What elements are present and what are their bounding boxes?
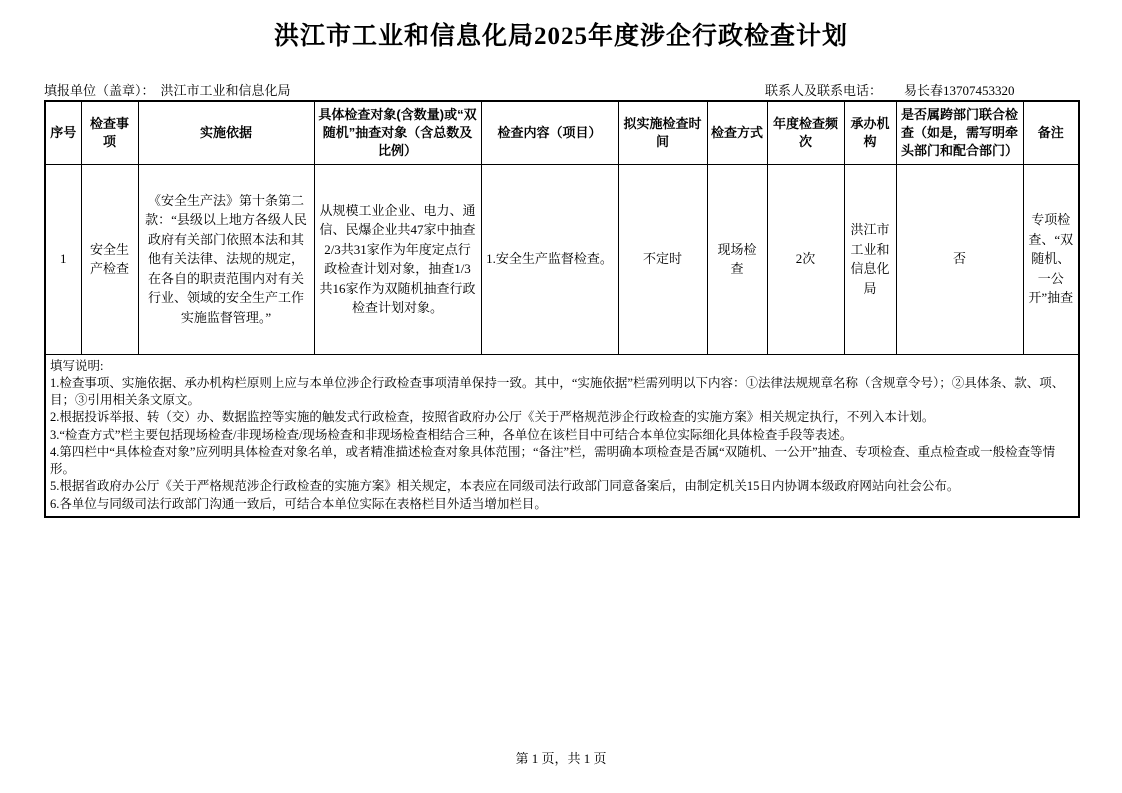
reporting-unit <box>44 80 291 99</box>
col-header-inspection-item: 检查事项 <box>81 101 138 164</box>
col-header-inspection-targets: 具体检查对象(含数量)或“双随机”抽查对象（含总数及比例） <box>314 101 481 164</box>
col-header-inspection-method: 检查方式 <box>707 101 767 164</box>
contact-value: 易长春13707453320 <box>904 83 1015 98</box>
col-header-remarks: 备注 <box>1023 101 1079 164</box>
cell-inspection-targets: 从规模工业企业、电力、通信、民爆企业共47家中抽查2/3共31家作为年度定点行政检查计划对象，抽查1/3共16家作为双随机抽查行政检查计划对象。 <box>314 164 481 354</box>
meta-row <box>44 80 1078 98</box>
notes-row <box>45 354 1079 517</box>
col-header-joint-inspection: 是否属跨部门联合检查（如是，需写明牵头部门和配合部门） <box>896 101 1023 164</box>
cell-inspection-item: 安全生产检查 <box>81 164 138 354</box>
notes-heading: 填写说明: <box>50 358 104 373</box>
note-item-6: 6.各单位与同级司法行政部门沟通一致后，可结合本单位实际在表格栏目外适当增加栏目。 <box>50 496 547 511</box>
col-header-inspection-content: 检查内容（项目） <box>481 101 618 164</box>
note-item-5: 5.根据省政府办公厅《关于严格规范涉企行政检查的实施方案》相关规定，本表应在同级司法行政部门同意备案后，由制定机关15日内协调本级政府网站向社会公布。 <box>50 479 960 494</box>
page-title: 洪江市工业和信息化局2025年度涉企行政检查计划 <box>273 23 848 50</box>
col-header-planned-time: 拟实施检查时间 <box>618 101 707 164</box>
filling-instructions <box>45 354 1079 517</box>
cell-remarks: 专项检查、“双随机、一公开”抽查 <box>1023 164 1079 354</box>
note-item-4: 4.第四栏中“具体检查对象”应列明具体检查对象名单，或者精准描述检查对象具体范围；“备注”栏，需明确本项检查是否属“双随机、一公开”抽查、专项检查、重点检查或一般检查等情形。 <box>50 444 1056 476</box>
page-number: 第 1 页，共 1 页 <box>515 751 607 766</box>
cell-undertaking-agency: 洪江市工业和信息化局 <box>844 164 896 354</box>
cell-inspection-method: 现场检查 <box>707 164 767 354</box>
note-item-3: 3.“检查方式”栏主要包括现场检查/非现场检查/现场检查和非现场检查相结合三种，各单位在该栏目中可结合本单位实际细化具体检查手段等表述。 <box>50 427 853 442</box>
contact-info <box>765 80 1015 99</box>
col-header-implementation-basis: 实施依据 <box>138 101 314 164</box>
cell-planned-time: 不定时 <box>618 164 707 354</box>
contact-label: 联系人及联系电话： <box>765 83 883 98</box>
col-header-seq: 序号 <box>45 101 81 164</box>
reporting-unit-value: 洪江市工业和信息化局 <box>160 83 291 98</box>
note-item-1: 1.检查事项、实施依据、承办机构栏原则上应与本单位涉企行政检查事项清单保持一致。其中，“实施依据”栏需列明以下内容：①法律法规规章名称（含规章令号）；②具体条、款、项、目；③引用相关条文原文。 <box>50 375 1065 407</box>
col-header-annual-frequency: 年度检查频次 <box>767 101 844 164</box>
cell-implementation-basis: 《安全生产法》第十条第二款：“县级以上地方各级人民政府有关部门依照本法和其他有关法律、法规的规定，在各自的职责范围内对有关行业、领域的安全生产工作实施监督管理。” <box>138 164 314 354</box>
inspection-plan-table <box>44 100 1080 518</box>
note-item-2: 2.根据投诉举报、转（交）办、数据监控等实施的触发式行政检查，按照省政府办公厅《关于严格规范涉企行政检查的实施方案》相关规定执行，不列入本计划。 <box>50 410 935 425</box>
col-header-undertaking-agency: 承办机构 <box>844 101 896 164</box>
cell-joint-inspection: 否 <box>896 164 1023 354</box>
cell-annual-frequency: 2次 <box>767 164 844 354</box>
reporting-unit-label: 填报单位（盖章）： <box>44 83 155 98</box>
table-row <box>45 164 1079 354</box>
cell-inspection-content: 1.安全生产监督检查。 <box>481 164 618 354</box>
cell-seq: 1 <box>45 164 81 354</box>
table-header-row <box>45 101 1079 164</box>
